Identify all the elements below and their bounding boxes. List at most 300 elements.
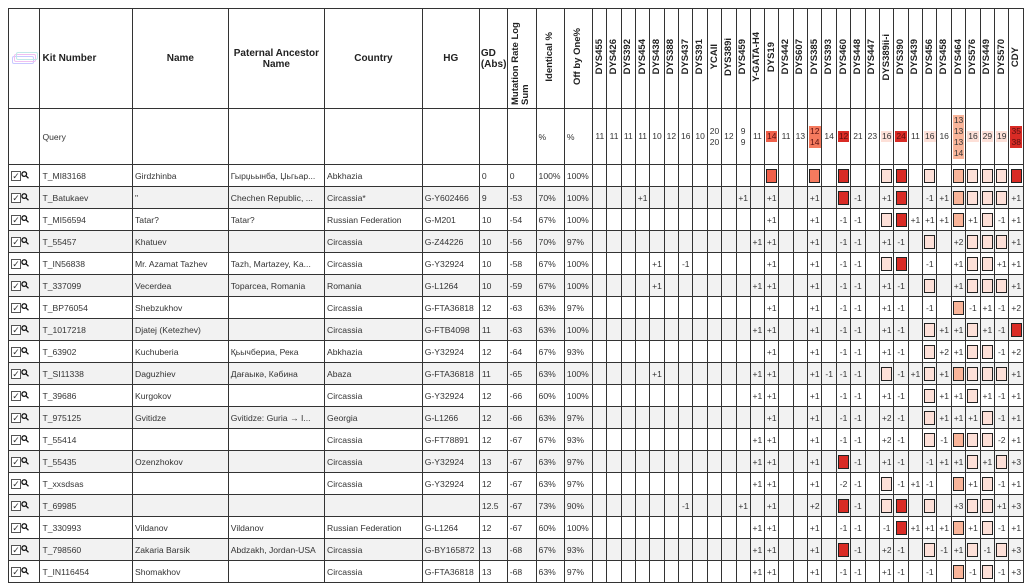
marker-header-dys442[interactable] <box>779 9 793 109</box>
marker-header-dys388[interactable] <box>664 9 678 109</box>
marker-header-dys458[interactable] <box>937 9 951 109</box>
marker-cell-dys437 <box>679 297 693 319</box>
kit-number-cell[interactable] <box>40 429 133 451</box>
off-by-one-cell-text: 97% <box>566 302 585 313</box>
select-checkbox[interactable]: ✓ <box>12 456 20 467</box>
marker-diff: +1 <box>766 368 777 379</box>
off-by-one-cell-text: 97% <box>566 412 585 423</box>
marker-diff: -1 <box>926 566 934 577</box>
marker-cell-dys456 <box>923 275 937 297</box>
off-by-one-header[interactable] <box>564 9 592 109</box>
marker-cell-dys458 <box>937 341 951 363</box>
marker-header-dys607[interactable] <box>793 9 807 109</box>
marker-cell-dys447 <box>865 385 879 407</box>
query-marker-value: 12 <box>666 131 677 141</box>
magnifier-icon[interactable]: ⚲ <box>19 257 33 271</box>
marker-cell-dys576 <box>966 473 980 495</box>
marker-cell-dys442 <box>779 209 793 231</box>
country-cell <box>325 363 423 385</box>
marker-cell-dys447 <box>865 165 879 187</box>
row-actions <box>9 539 40 561</box>
marker-header-dys456[interactable] <box>923 9 937 109</box>
select-checkbox[interactable]: ✓ <box>12 478 20 489</box>
marker-diff: +1 <box>1011 390 1022 401</box>
magnifier-icon[interactable]: ⚲ <box>19 433 33 447</box>
mismatch-swatch <box>953 301 964 315</box>
marker-cell-dys389ii-i <box>880 561 894 583</box>
marker-diff: -2 <box>997 434 1006 445</box>
magnifier-icon[interactable]: ⚲ <box>19 565 33 579</box>
marker-cell-dys456 <box>923 187 937 209</box>
marker-cell-cdy <box>1009 187 1024 209</box>
table-row[interactable] <box>9 495 1024 517</box>
magnifier-icon[interactable]: ⚲ <box>19 521 33 535</box>
marker-cell-dys570 <box>995 187 1009 209</box>
query-marker-value: 16 <box>968 131 978 141</box>
marker-header-dys449[interactable] <box>980 9 994 109</box>
marker-header-dys392[interactable] <box>621 9 635 109</box>
marker-diff: +1 <box>953 324 964 335</box>
marker-cell-y-gata-h4 <box>750 275 764 297</box>
marker-header-dys570[interactable] <box>995 9 1009 109</box>
marker-cell-dys389i <box>722 429 736 451</box>
marker-diff: +1 <box>809 522 820 533</box>
marker-cell-dys390 <box>894 495 908 517</box>
select-checkbox[interactable]: ✓ <box>12 566 20 577</box>
ancestor-cell <box>228 407 324 429</box>
marker-diff: -1 <box>839 324 848 335</box>
marker-cell-dys437 <box>679 275 693 297</box>
row-actions <box>9 231 40 253</box>
kit-number-cell[interactable] <box>40 209 133 231</box>
marker-diff: -1 <box>839 566 848 577</box>
mutation-rate-header[interactable] <box>507 9 536 109</box>
marker-cell-dys464 <box>951 473 965 495</box>
table-row[interactable] <box>9 209 1024 231</box>
kit-number-cell[interactable] <box>40 253 133 275</box>
gd-cell <box>479 231 507 253</box>
marker-cell-dys391 <box>693 209 707 231</box>
ancestor-cell <box>228 495 324 517</box>
query-marker-dys464 <box>951 109 965 165</box>
marker-cell-dys392 <box>621 495 635 517</box>
marker-cell-dys393 <box>822 429 836 451</box>
marker-cell-dys19 <box>765 495 779 517</box>
table-row[interactable] <box>9 451 1024 473</box>
marker-header-dys385[interactable] <box>808 9 822 109</box>
marker-cell-dys460 <box>836 363 850 385</box>
gd-cell-text: 12 <box>481 434 492 445</box>
kit-number-cell-text: T_330993 <box>42 522 82 533</box>
marker-cell-dys19 <box>765 341 779 363</box>
mutation-rate-cell <box>507 165 536 187</box>
kit-number-header[interactable]: Kit Number <box>40 9 133 109</box>
ancestor-cell <box>228 209 324 231</box>
marker-cell-dys607 <box>793 319 807 341</box>
marker-cell-dys389ii-i <box>880 187 894 209</box>
query-marker-ycaii <box>707 109 721 165</box>
identical-cell <box>536 187 564 209</box>
magnifier-icon[interactable]: ⚲ <box>19 279 33 293</box>
marker-cell-dys426 <box>607 429 621 451</box>
marker-cell-dys447 <box>865 341 879 363</box>
kit-number-cell[interactable] <box>40 539 133 561</box>
magnifier-icon[interactable]: ⚲ <box>19 323 33 337</box>
marker-cell-dys391 <box>693 275 707 297</box>
marker-cell-dys385 <box>808 341 822 363</box>
marker-cell-dys459 <box>736 253 750 275</box>
marker-diff: +1 <box>752 544 763 555</box>
marker-diff: -1 <box>854 566 862 577</box>
marker-header-dys459[interactable] <box>736 9 750 109</box>
marker-cell-dys447 <box>865 319 879 341</box>
identical-cell-text: 73% <box>538 500 556 511</box>
table-row[interactable] <box>9 187 1024 209</box>
marker-cell-dys437 <box>679 473 693 495</box>
marker-header-dys389i[interactable] <box>722 9 736 109</box>
marker-cell-dys456 <box>923 407 937 429</box>
country-cell-text: Circassia <box>327 456 363 467</box>
marker-cell-dys19 <box>765 539 779 561</box>
marker-cell-dys460 <box>836 319 850 341</box>
magnifier-icon[interactable]: ⚲ <box>19 477 33 491</box>
marker-cell-dys576 <box>966 385 980 407</box>
magnifier-icon[interactable]: ⚲ <box>19 169 33 183</box>
kit-number-cell[interactable] <box>40 451 133 473</box>
table-row[interactable] <box>9 275 1024 297</box>
marker-cell-dys438 <box>650 319 664 341</box>
kit-number-cell[interactable] <box>40 231 133 253</box>
hg-header[interactable]: HG <box>422 9 479 109</box>
table-row[interactable] <box>9 473 1024 495</box>
select-checkbox[interactable]: ✓ <box>12 236 20 247</box>
gd-cell-text: 11 <box>481 368 491 379</box>
marker-header-dys389ii-i[interactable] <box>880 9 894 109</box>
marker-cell-dys389ii-i <box>880 209 894 231</box>
country-cell <box>325 231 423 253</box>
mutation-rate-cell <box>507 341 536 363</box>
name-cell-text: Kuchuberia <box>135 346 179 357</box>
marker-label: DYS390 <box>895 39 907 75</box>
mismatch-swatch <box>953 433 964 447</box>
name-header[interactable]: Name <box>133 9 229 109</box>
paternal-ancestor-header[interactable]: Paternal Ancestor Name <box>228 9 324 109</box>
query-marker-dys448 <box>851 109 865 165</box>
marker-cell-ycaii <box>707 517 721 539</box>
select-checkbox[interactable]: ✓ <box>12 346 20 357</box>
marker-diff: +1 <box>939 324 950 335</box>
kit-number-cell[interactable] <box>40 473 133 495</box>
marker-header-dys464[interactable] <box>951 9 965 109</box>
query-gd-cell <box>479 109 507 165</box>
marker-cell-dys460 <box>836 407 850 429</box>
marker-cell-y-gata-h4 <box>750 385 764 407</box>
table-row[interactable] <box>9 385 1024 407</box>
gd-cell <box>479 209 507 231</box>
table-row[interactable] <box>9 517 1024 539</box>
marker-header-dys426[interactable] <box>607 9 621 109</box>
marker-cell-dys458 <box>937 451 951 473</box>
kit-number-cell[interactable] <box>40 495 133 517</box>
marker-header-dys437[interactable] <box>679 9 693 109</box>
table-row[interactable] <box>9 297 1024 319</box>
marker-label: DYS392 <box>622 39 634 75</box>
select-checkbox[interactable]: ✓ <box>12 500 20 511</box>
marker-header-dys448[interactable] <box>851 9 865 109</box>
query-marker-dys437 <box>679 109 693 165</box>
marker-cell-dys438 <box>650 231 664 253</box>
marker-diff: +2 <box>809 500 820 511</box>
marker-cell-dys437 <box>679 495 693 517</box>
kit-number-cell[interactable] <box>40 517 133 539</box>
kit-number-cell-text: T_55457 <box>42 236 77 247</box>
marker-cell-dys459 <box>736 385 750 407</box>
select-checkbox[interactable]: ✓ <box>12 390 20 401</box>
marker-cell-dys439 <box>908 407 922 429</box>
magnifier-icon[interactable]: ⚲ <box>19 235 33 249</box>
marker-diff: +1 <box>881 324 892 335</box>
select-checkbox[interactable]: ✓ <box>12 280 20 291</box>
mutation-rate-cell <box>507 473 536 495</box>
marker-cell-dys607 <box>793 385 807 407</box>
marker-cell-dys438 <box>650 209 664 231</box>
hg-cell <box>422 517 479 539</box>
marker-cell-dys439 <box>908 517 922 539</box>
marker-cell-dys449 <box>980 451 994 473</box>
table-row[interactable] <box>9 561 1024 583</box>
magnifier-icon[interactable]: ⚲ <box>19 367 33 381</box>
marker-cell-dys388 <box>664 407 678 429</box>
marker-cell-dys388 <box>664 429 678 451</box>
mismatch-swatch <box>953 477 964 491</box>
off-by-one-cell-text: 100% <box>566 324 589 335</box>
magnifier-icon[interactable]: ⚲ <box>19 499 33 513</box>
marker-header-dys447[interactable] <box>865 9 879 109</box>
select-checkbox[interactable]: ✓ <box>12 412 20 423</box>
marker-cell-dys454 <box>635 495 649 517</box>
marker-cell-dys447 <box>865 363 879 385</box>
identical-cell <box>536 385 564 407</box>
marker-cell-dys391 <box>693 165 707 187</box>
gd-header[interactable]: GD (Abs) <box>479 9 507 109</box>
marker-cell-dys460 <box>836 451 850 473</box>
marker-cell-dys391 <box>693 253 707 275</box>
kit-number-cell[interactable] <box>40 407 133 429</box>
country-header[interactable]: Country <box>325 9 423 109</box>
query-marker-value: 14 <box>824 131 834 141</box>
magnifier-icon[interactable]: ⚲ <box>19 213 33 227</box>
identical-cell <box>536 517 564 539</box>
identical-cell-text: 63% <box>538 302 556 313</box>
marker-cell-ycaii <box>707 495 721 517</box>
query-marker-value: 12 <box>724 131 734 141</box>
marker-diff: +1 <box>881 390 892 401</box>
ancestor-cell <box>228 451 324 473</box>
identical-cell-text: 63% <box>538 456 556 467</box>
marker-cell-dys464 <box>951 495 965 517</box>
magnifier-icon[interactable]: ⚲ <box>19 191 33 205</box>
table-row[interactable] <box>9 231 1024 253</box>
query-country-cell <box>325 109 423 165</box>
identical-cell <box>536 473 564 495</box>
select-checkbox[interactable]: ✓ <box>12 302 20 313</box>
marker-header-dys455[interactable] <box>593 9 607 109</box>
marker-cell-dys456 <box>923 341 937 363</box>
marker-cell-dys391 <box>693 231 707 253</box>
marker-header-dys439[interactable] <box>908 9 922 109</box>
identical-cell <box>536 429 564 451</box>
marker-cell-dys390 <box>894 451 908 473</box>
query-marker-dys389ii-i <box>880 109 894 165</box>
mismatch-swatch <box>967 433 978 447</box>
ancestor-cell <box>228 319 324 341</box>
kit-number-cell[interactable] <box>40 385 133 407</box>
select-checkbox[interactable]: ✓ <box>12 434 20 445</box>
marker-cell-ycaii <box>707 231 721 253</box>
gd-cell <box>479 429 507 451</box>
select-checkbox[interactable]: ✓ <box>12 324 20 335</box>
magnifier-icon[interactable]: ⚲ <box>19 455 33 469</box>
marker-diff: -1 <box>854 214 862 225</box>
marker-cell-cdy <box>1009 539 1024 561</box>
identical-header[interactable] <box>536 9 564 109</box>
off-by-one-cell-text: 100% <box>566 368 589 379</box>
kit-number-cell[interactable] <box>40 363 133 385</box>
select-checkbox[interactable]: ✓ <box>12 170 20 181</box>
marker-diff: +1 <box>982 302 993 313</box>
marker-header-dys393[interactable] <box>822 9 836 109</box>
name-cell-text: Zakaria Barsik <box>135 544 190 555</box>
marker-cell-dys442 <box>779 253 793 275</box>
table-row[interactable] <box>9 429 1024 451</box>
country-cell <box>325 165 423 187</box>
select-checkbox[interactable]: ✓ <box>12 214 20 225</box>
marker-cell-dys439 <box>908 561 922 583</box>
ancestor-cell <box>228 517 324 539</box>
table-row[interactable] <box>9 363 1024 385</box>
marker-diff: +1 <box>1011 214 1022 225</box>
country-cell <box>325 385 423 407</box>
select-checkbox[interactable]: ✓ <box>12 258 20 269</box>
marker-header-dys460[interactable] <box>836 9 850 109</box>
name-cell <box>133 429 229 451</box>
mutation-rate-cell-text: -67 <box>509 434 523 445</box>
marker-header-dys390[interactable] <box>894 9 908 109</box>
marker-diff: -1 <box>839 368 848 379</box>
magnifier-icon[interactable]: ⚲ <box>19 345 33 359</box>
marker-diff: +1 <box>809 368 820 379</box>
marker-diff: +1 <box>910 478 921 489</box>
marker-cell-dys391 <box>693 187 707 209</box>
identical-cell-text: 67% <box>538 434 556 445</box>
marker-header-dys576[interactable] <box>966 9 980 109</box>
query-marker-value: 13 13 13 14 <box>953 114 964 158</box>
identical-cell-text: 63% <box>538 478 556 489</box>
marker-header-cdy[interactable] <box>1009 9 1024 109</box>
marker-cell-dys390 <box>894 209 908 231</box>
kit-number-cell[interactable] <box>40 187 133 209</box>
table-row[interactable] <box>9 165 1024 187</box>
kit-number-cell[interactable] <box>40 275 133 297</box>
hg-cell-text: G-FTA36818 <box>424 368 474 379</box>
marker-cell-dys442 <box>779 407 793 429</box>
query-label: Query <box>40 109 133 165</box>
marker-cell-cdy <box>1009 253 1024 275</box>
marker-diff: -1 <box>940 544 948 555</box>
marker-cell-dys449 <box>980 253 994 275</box>
marker-header-dys391[interactable] <box>693 9 707 109</box>
magnifier-icon[interactable]: ⚲ <box>19 411 33 425</box>
marker-cell-cdy <box>1009 473 1024 495</box>
marker-cell-y-gata-h4 <box>750 165 764 187</box>
select-checkbox[interactable]: ✓ <box>12 368 20 379</box>
mismatch-swatch <box>953 169 964 183</box>
marker-header-dys19[interactable] <box>765 9 779 109</box>
query-marker-value: 11 <box>623 131 633 141</box>
marker-cell-dys391 <box>693 297 707 319</box>
kit-number-cell[interactable] <box>40 341 133 363</box>
kit-number-cell[interactable] <box>40 165 133 187</box>
gd-cell-text: 10 <box>481 258 492 269</box>
query-marker-value: 11 <box>609 131 619 141</box>
ancestor-cell-text: Vildanov <box>230 522 264 533</box>
select-checkbox[interactable]: ✓ <box>12 192 20 203</box>
marker-cell-dys449 <box>980 319 994 341</box>
kit-number-cell[interactable] <box>40 297 133 319</box>
country-cell-text: Circassia <box>327 544 363 555</box>
table-row[interactable] <box>9 253 1024 275</box>
marker-cell-ycaii <box>707 363 721 385</box>
marker-cell-dys460 <box>836 297 850 319</box>
marker-diff: +1 <box>982 324 993 335</box>
magnifier-icon[interactable]: ⚲ <box>19 543 33 557</box>
mutation-rate-label: Mutation Rate Log Sum <box>509 22 531 105</box>
marker-header-y-gata-h4[interactable] <box>750 9 764 109</box>
magnifier-icon[interactable]: ⚲ <box>19 389 33 403</box>
identical-cell-text: 63% <box>538 566 556 577</box>
ancestor-cell-text: Toparcea, Romania <box>230 280 306 291</box>
marker-cell-dys437 <box>679 385 693 407</box>
marker-cell-dys439 <box>908 165 922 187</box>
magnifier-icon[interactable]: ⚲ <box>19 301 33 315</box>
marker-cell-dys454 <box>635 407 649 429</box>
marker-header-dys438[interactable] <box>650 9 664 109</box>
table-row[interactable] <box>9 407 1024 429</box>
marker-cell-dys464 <box>951 319 965 341</box>
table-row[interactable] <box>9 319 1024 341</box>
marker-diff: -1 <box>997 412 1006 423</box>
marker-diff: +1 <box>766 456 777 467</box>
marker-header-dys454[interactable] <box>635 9 649 109</box>
select-checkbox[interactable]: ✓ <box>12 522 20 533</box>
marker-cell-dys426 <box>607 385 621 407</box>
marker-cell-dys426 <box>607 253 621 275</box>
marker-label: DYS391 <box>694 39 706 75</box>
select-checkbox[interactable]: ✓ <box>12 544 20 555</box>
mutation-rate-cell <box>507 231 536 253</box>
table-row[interactable] <box>9 539 1024 561</box>
kit-number-cell[interactable] <box>40 319 133 341</box>
marker-cell-dys455 <box>593 209 607 231</box>
marker-cell-dys447 <box>865 407 879 429</box>
table-row[interactable] <box>9 341 1024 363</box>
marker-header-ycaii[interactable] <box>707 9 721 109</box>
marker-cell-dys439 <box>908 429 922 451</box>
kit-number-cell[interactable] <box>40 561 133 583</box>
name-cell <box>133 165 229 187</box>
row-actions <box>9 495 40 517</box>
marker-cell-dys389ii-i <box>880 297 894 319</box>
